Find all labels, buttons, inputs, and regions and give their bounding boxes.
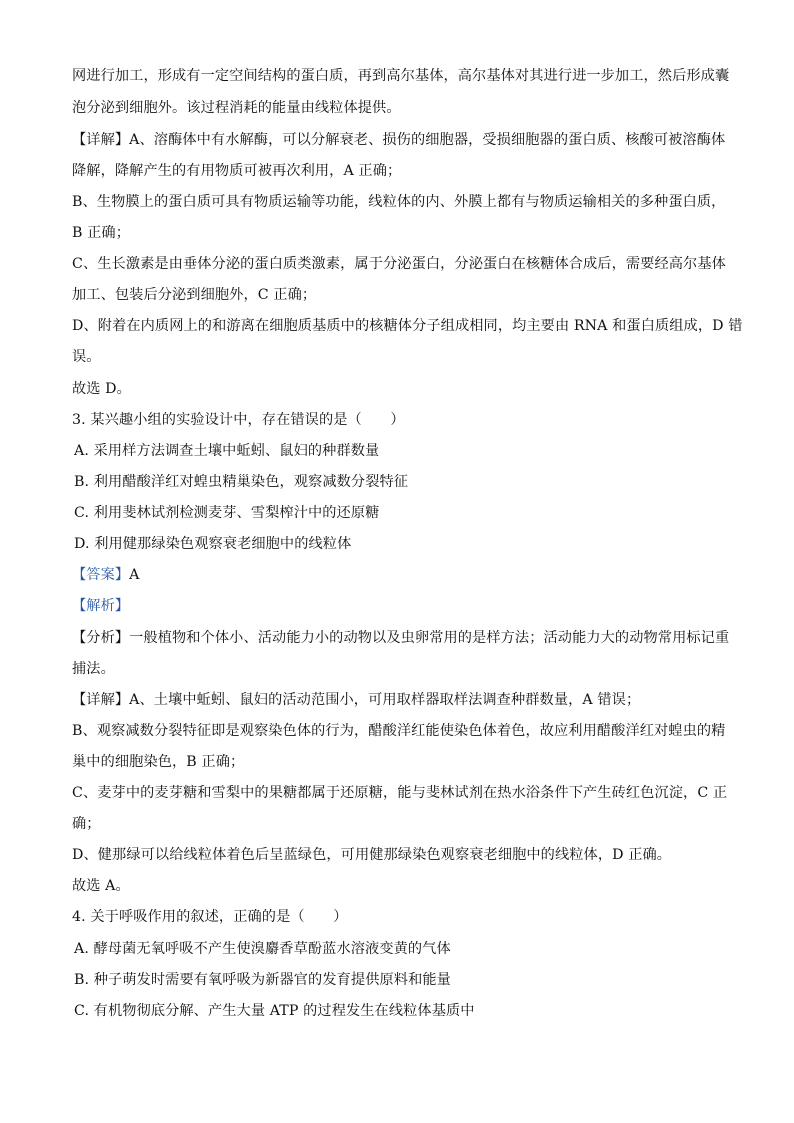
answer-option: A. 酵母菌无氧呼吸不产生使溴麝香草酚蓝水溶液变黄的气体 xyxy=(74,941,451,957)
text-line: B、观察减数分裂特征即是观察染色体的行为，醋酸洋红能使染色体着色，故应利用醋酸洋红对蝗虫的精 xyxy=(72,723,726,739)
text-line: 巢中的细胞染色，B 正确； xyxy=(72,754,245,770)
answer-option: C. 利用斐林试剂检测麦芽、雪梨榨汁中的还原糖 xyxy=(74,505,380,521)
text-line: 网进行加工，形成有一定空间结构的蛋白质，再到高尔基体，高尔基体对其进行进一步加工，然后形成囊 xyxy=(72,68,730,84)
answer-option: A. 采用样方法调查土壤中蚯蚓、鼠妇的种群数量 xyxy=(74,443,380,459)
text-line: 加工、包装后分泌到细胞外，C 正确； xyxy=(72,287,317,303)
text-line: 【详解】A、土壤中蚯蚓、鼠妇的活动范围小，可用取样器取样法调查种群数量，A 错误； xyxy=(72,692,641,708)
text-line: 故选 A。 xyxy=(72,878,130,894)
answer-line xyxy=(72,565,722,585)
answer-option: D. 利用健那绿染色观察衰老细胞中的线粒体 xyxy=(74,536,352,552)
answer-option: C. 有机物彻底分解、产生大量 ATP 的过程发生在线粒体基质中 xyxy=(74,1003,475,1019)
answer-option: B. 种子萌发时需要有氧呼吸为新器官的发育提供原料和能量 xyxy=(74,972,451,988)
text-line: B、生物膜上的蛋白质可具有物质运输等功能，线粒体的内、外膜上都有与物质运输相关的多种蛋白质， xyxy=(72,194,726,210)
text-line: B 正确； xyxy=(72,225,130,241)
analysis-line xyxy=(72,596,722,616)
text-line: 泡分泌到细胞外。该过程消耗的能量由线粒体提供。 xyxy=(72,100,401,116)
answer-value: A xyxy=(129,567,140,583)
analysis-label: 【解析】 xyxy=(72,598,130,614)
text-line: 误。 xyxy=(72,349,101,365)
question-stem: 3. 某兴趣小组的实验设计中，存在错误的是（ ） xyxy=(72,412,405,428)
question-stem: 4. 关于呼吸作用的叙述，正确的是（ ） xyxy=(72,909,348,925)
text-line: C、麦芽中的麦芽糖和雪梨中的果糖都属于还原糖，能与斐林试剂在热水浴条件下产生砖红色沉淀，C 正 xyxy=(72,785,728,801)
text-line: D、健那绿可以给线粒体着色后呈蓝绿色，可用健那绿染色观察衰老细胞中的线粒体，D 正确。 xyxy=(72,847,672,863)
text-line: 【详解】A、溶酶体中有水解酶，可以分解衰老、损伤的细胞器，受损细胞器的蛋白质、核酸可被溶酶体 xyxy=(72,132,726,148)
text-line: 降解，降解产生的有用物质可被再次利用，A 正确； xyxy=(72,163,402,179)
text-line: 捕法。 xyxy=(72,661,115,677)
text-line: C、生长激素是由垂体分泌的蛋白质类激素，属于分泌蛋白，分泌蛋白在核糖体合成后，需要经高尔基体 xyxy=(72,256,726,272)
text-line: D、附着在内质网上的和游离在细胞质基质中的核糖体分子组成相同，均主要由 RNA 和蛋白质组成，D 错 xyxy=(72,318,743,334)
answer-label: 【答案】 xyxy=(72,567,130,583)
text-line: 故选 D。 xyxy=(72,381,131,397)
text-line: 确； xyxy=(72,816,101,832)
answer-option: B. 利用醋酸洋红对蝗虫精巢染色，观察减数分裂特征 xyxy=(74,474,409,490)
text-line: 【分析】一般植物和个体小、活动能力小的动物以及虫卵常用的是样方法；活动能力大的动物常用标记重 xyxy=(72,630,730,646)
